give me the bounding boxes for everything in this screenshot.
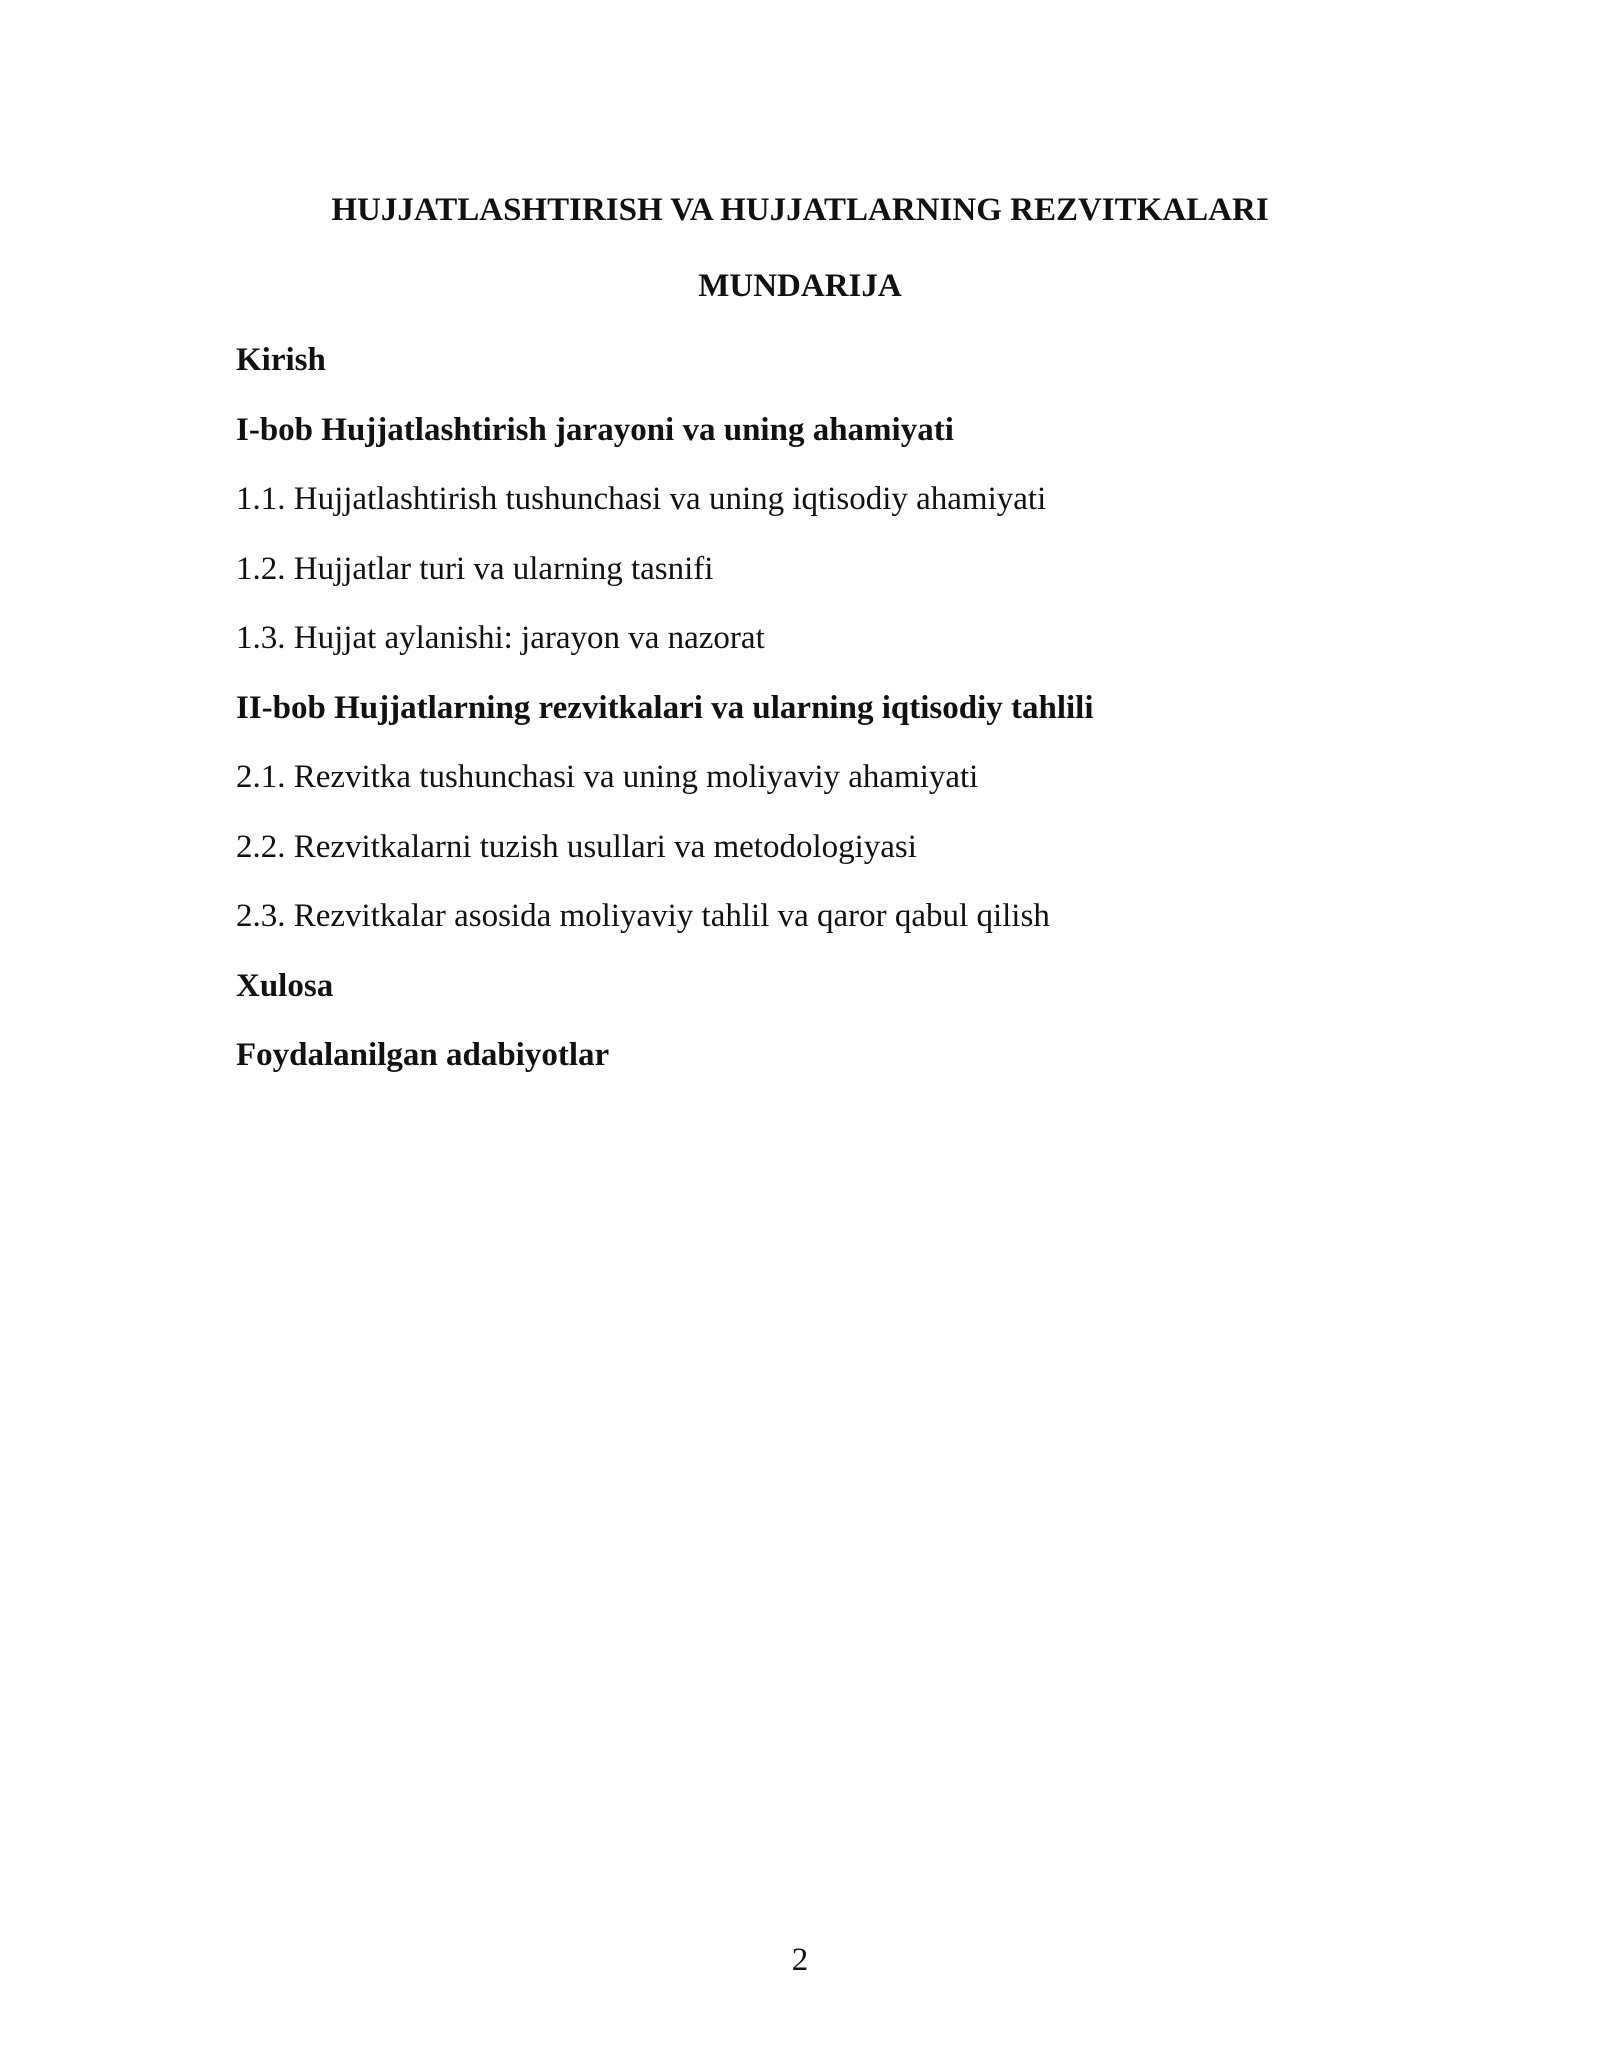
page-number: 2 bbox=[791, 1942, 809, 1978]
toc-item-section-2-1: 2.1. Rezvitka tushunchasi va uning moliyaviy ahamiyati bbox=[236, 759, 979, 795]
toc-item-introduction: Kirish bbox=[236, 342, 326, 378]
toc-item-section-2-3: 2.3. Rezvitkalar asosida moliyaviy tahlil va qaror qabul qilish bbox=[236, 898, 1050, 934]
toc-item-section-2-2: 2.2. Rezvitkalarni tuzish usullari va metodologiyasi bbox=[236, 828, 917, 865]
toc-item-references: Foydalanilgan adabiyotlar bbox=[236, 1037, 610, 1073]
toc-item-section-1-2: 1.2. Hujjatlar turi va ularning tasnifi bbox=[236, 550, 714, 587]
toc-item-conclusion: Xulosa bbox=[236, 967, 334, 1004]
toc-item-chapter-1: I-bob Hujjatlashtirish jarayoni va uning ahamiyati bbox=[236, 411, 954, 448]
document-title: HUJJATLASHTIRISH VA HUJJATLARNING REZVITKALARI bbox=[331, 192, 1269, 228]
contents-heading: MUNDARIJA bbox=[698, 268, 902, 304]
table-of-contents bbox=[236, 336, 1436, 1101]
toc-item-section-1-3: 1.3. Hujjat aylanishi: jarayon va nazorat bbox=[236, 620, 765, 656]
toc-item-chapter-2: II-bob Hujjatlarning rezvitkalari va ularning iqtisodiy tahlili bbox=[236, 689, 1094, 726]
toc-item-section-1-1: 1.1. Hujjatlashtirish tushunchasi va uning iqtisodiy ahamiyati bbox=[236, 481, 1047, 517]
